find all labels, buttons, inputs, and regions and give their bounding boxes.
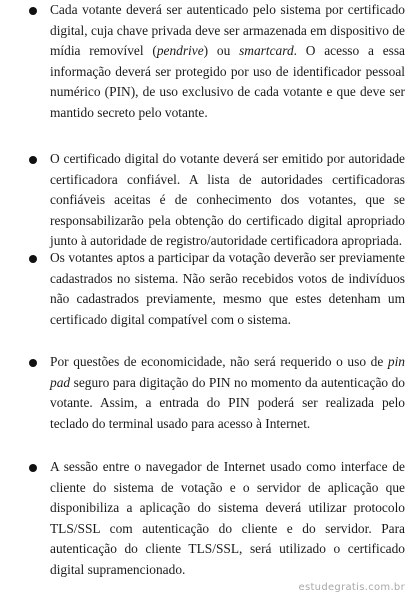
paragraph-certificate-authority: O certificado digital do votante deverá ser emitido por autoridade certificadora confiável. A lista de autoridades certificadoras confiáveis aceitas é de conhecimento dos votantes, que se responsabilizarão pela obtenção do certificado digital apropriado junto à autoridade de registro/autoridade certificadora apropriada.	[50, 151, 405, 248]
watermark: estudegratis.com.br	[298, 582, 405, 593]
paragraph-authentication: Cada votante deverá ser autenticado pelo sistema por certificado digital, cuja chave privada deve ser armazenada em dispositivo de mídia removível (pendrive) ou smartcard. O acesso a essa informação deverá ser protegido por uso de identificador pessoal numérico (PIN), de uso exclusivo de cada votante e que deve ser mantido secreto pelo votante.	[50, 2, 405, 120]
paragraph-voter-registration: Os votantes aptos a participar da votação deverão ser previamente cadastrados no sistema. Não serão recebidos votos de indivíduos não cadastrados previamente, mesmo que estes detenham um certificado digital compatível com o sistema.	[50, 250, 405, 327]
paragraph-tls-session: A sessão entre o navegador de Internet usado como interface de cliente do sistema de votação e o servidor de aplicação que disponibiliza a aplicação do sistema deverá utilizar protocolo TLS/SSL com autenticação do cliente e do servidor. Para autenticação do cliente TLS/SSL, será utilizado o certificado digital supramencionado.	[50, 459, 405, 577]
bullet-dot-icon	[29, 7, 37, 15]
bullet-dot-icon	[29, 359, 37, 367]
paragraph-pin-pad: Por questões de economicidade, não será requerido o uso de pin pad seguro para digitação do PIN no momento da autenticação do votante. Assim, a entrada do PIN poderá ser realizada pelo teclado do terminal usado para acesso à Internet.	[50, 354, 405, 431]
bullet-dot-icon	[29, 156, 37, 164]
bullet-dot-icon	[29, 255, 37, 263]
bullet-dot-icon	[29, 464, 37, 472]
